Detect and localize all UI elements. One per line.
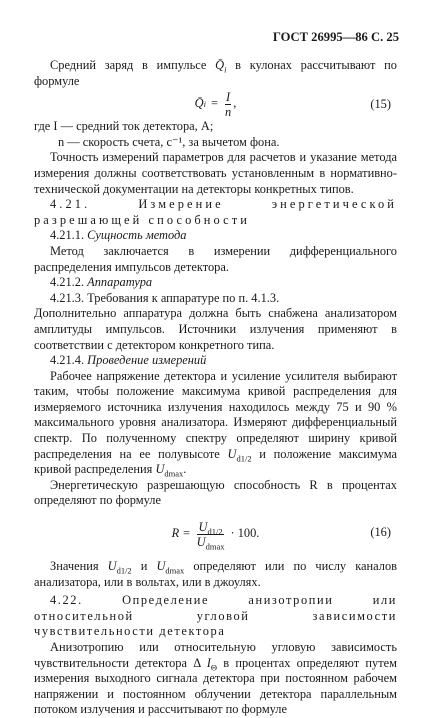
text: определяют или по числу каналов анализатора, или в вольтах, или в джоулях. bbox=[34, 559, 397, 589]
paragraph-method: Метод заключается в измерении дифференциального распределения импульсов детектора. bbox=[34, 243, 397, 274]
section-4-21-4 bbox=[34, 353, 397, 369]
subscript: dmax bbox=[205, 541, 225, 551]
paragraph-extra: Дополнительно аппаратура должна быть снабжена анализатором амплитуды импульсов. Источники излучения применяют в соответствии с детектором конкретного типа. bbox=[34, 306, 397, 352]
paragraph-charge bbox=[34, 58, 397, 89]
page-header: ГОСТ 26995—86 С. 25 bbox=[272, 30, 399, 44]
equals-sign: = bbox=[211, 96, 218, 111]
text: и положение максимума кривой распределения bbox=[34, 446, 397, 477]
section-4-21-1 bbox=[34, 228, 397, 244]
subscript: d1/2 bbox=[116, 565, 132, 576]
subscript: Θ bbox=[210, 662, 218, 673]
text: Средний заряд в импульсе bbox=[50, 58, 216, 72]
formula-tail: · 100. bbox=[230, 526, 260, 541]
paragraph-accuracy: Точность измерений параметров для расчетов и указание метода измерения должны соответствовать установленным в нормативно-технической документации на детекторы конкретных типов. bbox=[34, 150, 397, 196]
denominator bbox=[197, 535, 225, 549]
formula-15: Q̄ i = $\frac{I}{n}$ , (15) bbox=[194, 89, 391, 119]
fraction bbox=[197, 520, 225, 549]
symbol-u: U bbox=[227, 446, 237, 461]
section-4-22: 4.22. Определение анизотропии или относительной угловой зависимости чувствительности детектора bbox=[34, 593, 397, 639]
text: в кулонах рассчитывают по формуле bbox=[34, 58, 397, 88]
section-title: Проведение измерений bbox=[87, 353, 207, 368]
paragraph-anisotropy bbox=[34, 640, 397, 718]
formula-16 bbox=[34, 509, 397, 559]
page-content bbox=[34, 58, 397, 718]
paragraph-values bbox=[34, 559, 397, 590]
numerator bbox=[199, 520, 223, 534]
section-4-21: 4.21. Измерение энергетической разрешающей способности bbox=[34, 197, 397, 227]
section-title: Сущность метода bbox=[87, 228, 187, 243]
where-n: n — скорость счета, с⁻¹, за вычетом фона. bbox=[58, 134, 280, 149]
text: Значения bbox=[50, 559, 108, 574]
symbol-q: Q̄ bbox=[215, 58, 225, 72]
text: и bbox=[131, 559, 157, 574]
symbol-u: U bbox=[107, 559, 117, 574]
formula-number: (15) bbox=[370, 97, 391, 112]
subscript: d1/2 bbox=[207, 526, 223, 536]
text: Анизотропию или относительную угловую зависимость чувствительности детектора Δ bbox=[34, 640, 397, 670]
paragraph-measurement bbox=[34, 369, 397, 478]
text: в процентах определяют путем измерения выходного сигнала детектора при постоянном рабочем напряжении и постоянном облучении детектора параллельным потоком излучения и рассчитывают по формуле bbox=[34, 655, 398, 717]
symbol-u: U bbox=[156, 559, 166, 574]
text: Рабочее напряжение детектора и усиление усилителя выбирают таким, чтобы положение максимума кривой распределения для измеряемого источника излучения находилось между 75 и 90 % максимального уровня анализатора. Измеряют дифференциальный спектр. По полученному спектру определяют ширину кривой распределения на ее полувысоте bbox=[34, 368, 397, 461]
section-4-21-2 bbox=[34, 275, 397, 291]
formula-lhs: Q̄ bbox=[194, 96, 204, 111]
fraction bbox=[225, 90, 231, 119]
symbol-u: U bbox=[196, 534, 206, 549]
numerator: I bbox=[226, 89, 231, 104]
symbol-u: U bbox=[198, 519, 208, 534]
section-number: 4.21.1. bbox=[50, 228, 88, 243]
symbol-u: U bbox=[155, 462, 165, 477]
subscript: i bbox=[224, 64, 227, 75]
denominator: n bbox=[225, 104, 232, 119]
section-4-21-3: 4.21.3. Требования к аппаратуре по п. 4.1.3. bbox=[50, 290, 280, 305]
where-i: где I — средний ток детектора, А; bbox=[34, 119, 214, 134]
section-number: 4.21.2. bbox=[50, 275, 88, 290]
formula-lhs: R = bbox=[171, 526, 191, 541]
section-title: Аппаратура bbox=[87, 275, 153, 290]
formula-number: (16) bbox=[370, 525, 391, 540]
symbol-i: I bbox=[206, 655, 211, 670]
text: . bbox=[183, 462, 187, 477]
comma: , bbox=[233, 96, 237, 111]
paragraph-resolution: Энергетическую разрешающую способность R в процентах определяют по формуле bbox=[34, 477, 397, 508]
subscript: dmax bbox=[164, 468, 184, 479]
subscript: d1/2 bbox=[236, 453, 252, 464]
subscript: dmax bbox=[165, 565, 185, 576]
section-number: 4.21.4. bbox=[50, 353, 88, 368]
